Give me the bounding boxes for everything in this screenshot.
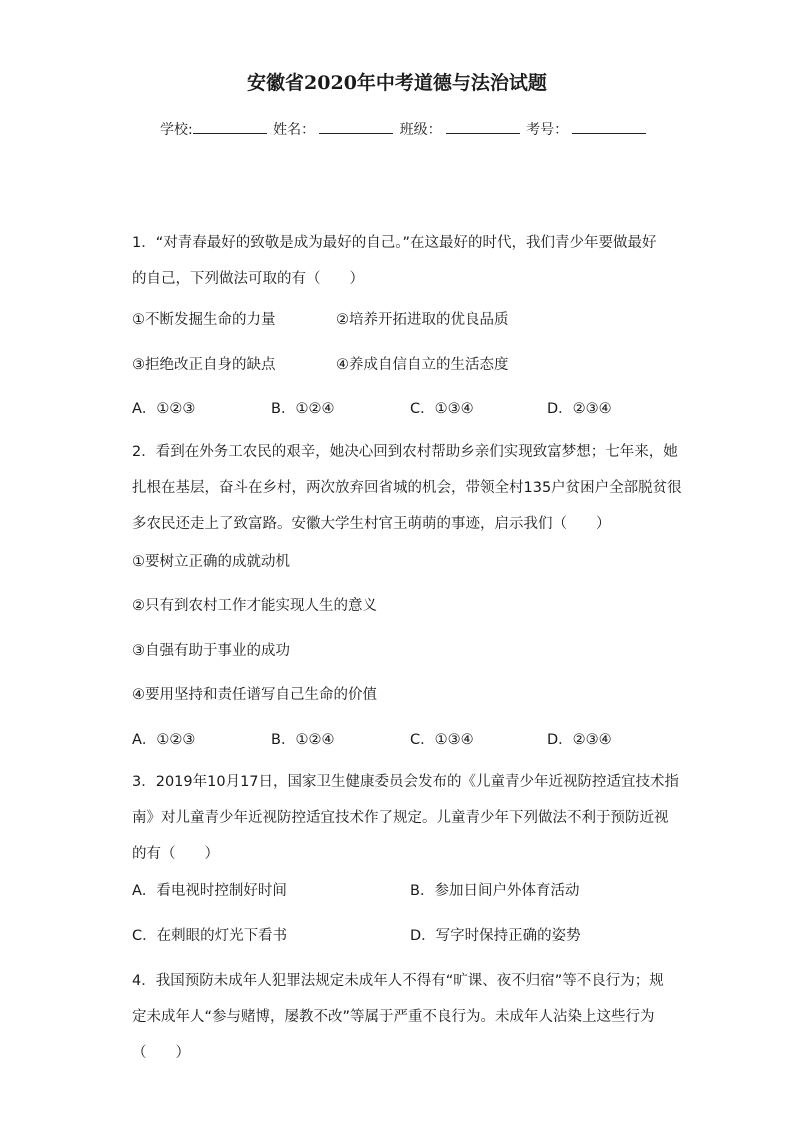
option-b[interactable]: B．参加日间户外体育活动 bbox=[410, 883, 580, 899]
statement: ②只有到农村工作才能实现人生的意义 bbox=[132, 598, 377, 614]
statement: ③拒绝改正自身的缺点 bbox=[132, 357, 276, 373]
school-blank[interactable] bbox=[193, 118, 267, 134]
question-text-line: 的自己，下列做法可取的有（ ） bbox=[132, 271, 364, 287]
option-b[interactable]: B．①②④ bbox=[271, 732, 335, 748]
question-text-line: 定未成年人“参与赌博，屡教不改”等属于严重不良行为。未成年人沾染上这些行为 bbox=[132, 1009, 655, 1025]
option-a[interactable]: A．看电视时控制好时间 bbox=[132, 883, 287, 899]
class-blank[interactable] bbox=[446, 118, 520, 134]
exam-number-blank[interactable] bbox=[572, 118, 646, 134]
option-a[interactable]: A．①②③ bbox=[132, 732, 196, 748]
option-b[interactable]: B．①②④ bbox=[271, 401, 335, 417]
option-d[interactable]: D．②③④ bbox=[547, 732, 612, 748]
name-blank[interactable] bbox=[319, 118, 393, 134]
option-c[interactable]: C．①③④ bbox=[410, 732, 474, 748]
school-label: 学校: bbox=[160, 122, 193, 138]
option-d[interactable]: D．②③④ bbox=[547, 401, 612, 417]
question-text-line: 1．“对青春最好的致敬是成为最好的自己。”在这最好的时代，我们青少年要做最好 bbox=[132, 235, 657, 251]
question-text-line: （ ） bbox=[132, 1045, 190, 1061]
question-text-line: 的有（ ） bbox=[132, 846, 219, 862]
name-label: 姓名： bbox=[273, 122, 316, 138]
question-text-line: 4．我国预防未成年人犯罪法规定未成年人不得有“旷课、夜不归宿”等不良行为；规 bbox=[132, 973, 664, 989]
option-c[interactable]: C．①③④ bbox=[410, 401, 474, 417]
option-c[interactable]: C．在刺眼的灯光下看书 bbox=[132, 928, 288, 944]
statement: ④要用坚持和责任谱写自己生命的价值 bbox=[132, 687, 377, 703]
exam-number-label: 考号： bbox=[526, 122, 569, 138]
statement: ④养成自信自立的生活态度 bbox=[336, 357, 509, 373]
statement: ③自强有助于事业的成功 bbox=[132, 643, 290, 659]
question-text-line: 3．2019年10月17日，国家卫生健康委员会发布的《儿童青少年近视防控适宜技术指 bbox=[132, 774, 680, 790]
statement: ①要树立正确的成就动机 bbox=[132, 554, 290, 570]
question-text-line: 2．看到在外务工农民的艰辛，她决心回到农村帮助乡亲们实现致富梦想；七年来，她 bbox=[132, 444, 678, 460]
statement: ①不断发掘生命的力量 bbox=[132, 312, 276, 328]
option-d[interactable]: D．写字时保持正确的姿势 bbox=[410, 928, 581, 944]
question-2-stem bbox=[132, 434, 682, 542]
statement: ②培养开拓进取的优良品质 bbox=[336, 312, 509, 328]
question-text-line: 多农民还走上了致富路。安徽大学生村官王萌萌的事迹，启示我们（ ） bbox=[132, 516, 611, 532]
student-info-line bbox=[160, 118, 648, 139]
question-4-stem bbox=[132, 963, 672, 1071]
option-a[interactable]: A．①②③ bbox=[132, 401, 196, 417]
exam-title: 安徽省2020年中考道德与法治试题 bbox=[247, 72, 547, 94]
question-1-stem bbox=[132, 225, 672, 297]
question-text-line: 扎根在基层，奋斗在乡村，两次放弃回省城的机会，带领全村135户贫困户全部脱贫很 bbox=[132, 480, 682, 496]
question-3-stem bbox=[132, 764, 680, 872]
question-text-line: 南》对儿童青少年近视防控适宜技术作了规定。儿童青少年下列做法不利于预防近视 bbox=[132, 810, 669, 826]
class-label: 班级： bbox=[399, 122, 442, 138]
